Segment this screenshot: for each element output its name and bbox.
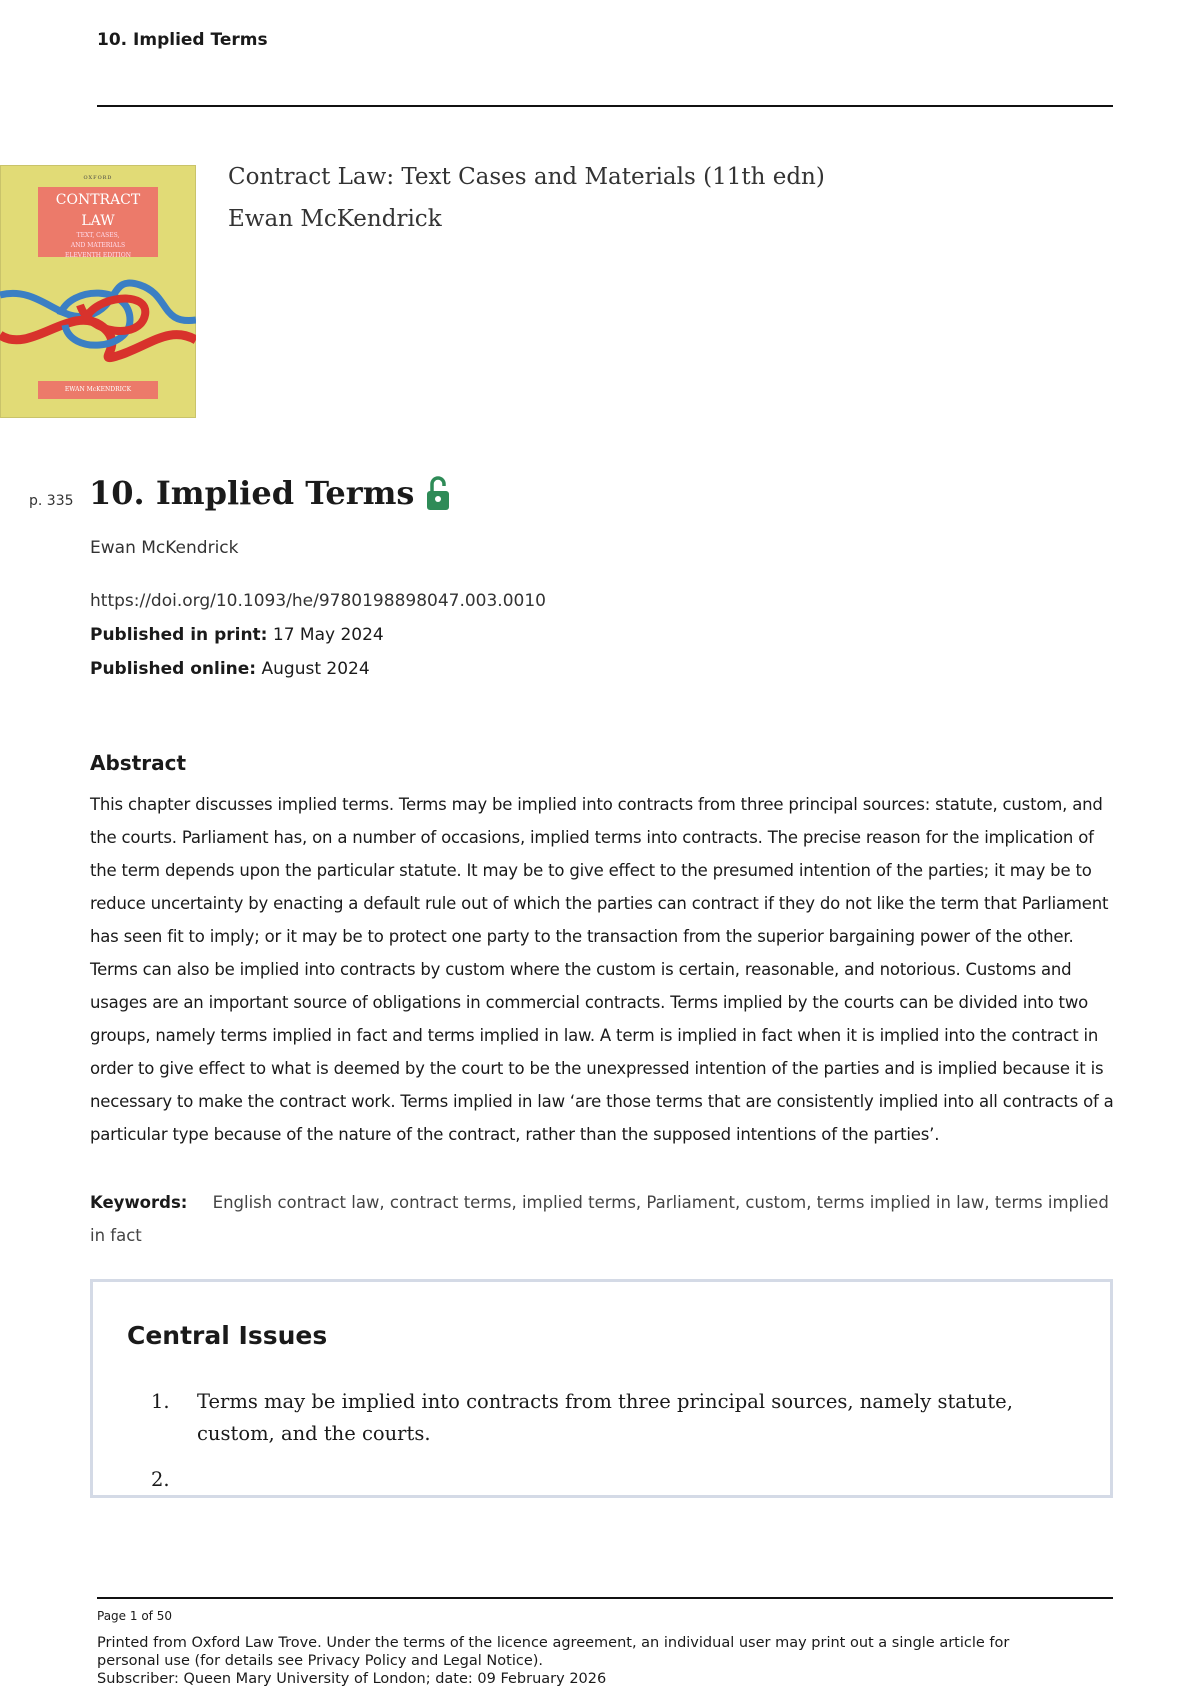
cover-author: EWAN McKENDRICK <box>38 381 158 399</box>
footer-line: personal use (for details see Privacy Policy and Legal Notice). <box>97 1653 544 1669</box>
keywords <box>90 1186 1110 1252</box>
cover-title-line2: LAW <box>81 213 115 229</box>
rope-knot-illustration <box>0 265 196 375</box>
abstract-line: This chapter discusses implied terms. Terms may be implied into contracts from three principal sources: statute, custom, and <box>90 795 1103 814</box>
published-print-label: Published in print: <box>90 625 268 645</box>
abstract-line: usages are an important source of obligations in commercial contracts. Terms implied by the courts can be divided into two <box>90 993 1089 1012</box>
abstract-body <box>90 788 1116 1151</box>
keywords-values: English contract law, contract terms, implied terms, Parliament, custom, terms implied in law, terms implied in fact <box>90 1193 1109 1245</box>
list-item-number: 1. <box>151 1390 170 1413</box>
cover-title-line1: CONTRACT <box>55 192 141 208</box>
abstract-line: the term depends upon the particular statute. It may be to give effect to the presumed intention of the parties; it may be to <box>90 861 1092 880</box>
central-issues-heading: Central Issues <box>127 1321 328 1350</box>
cover-title-box <box>38 187 158 257</box>
cover-edition: ELEVENTH EDITION <box>65 252 131 259</box>
cover-subtitle-line2: AND MATERIALS <box>70 242 126 249</box>
central-issues-box <box>90 1279 1113 1498</box>
abstract-line: particular type because of the nature of the contract, rather than the supposed intentions of the parties’. <box>90 1125 940 1144</box>
footer-notice <box>97 1634 1097 1688</box>
cover-publisher: OXFORD <box>83 175 113 181</box>
chapter-title: 10. Implied Terms <box>89 474 415 512</box>
abstract-line: Terms can also be implied into contracts by custom where the custom is certain, reasonable, and notorious. Customs and <box>90 960 1072 979</box>
abstract-line: groups, namely terms implied in fact and terms implied in law. A term is implied in fact when it is implied into the contract in <box>90 1026 1099 1045</box>
keywords-label: Keywords: <box>90 1193 188 1212</box>
doi-link[interactable]: https://doi.org/10.1093/he/9780198898047.003.0010 <box>90 591 546 611</box>
abstract-heading: Abstract <box>90 751 187 775</box>
published-online-value: August 2024 <box>261 659 370 679</box>
published-in-print <box>90 625 384 645</box>
book-author: Ewan McKendrick <box>228 206 442 232</box>
footer-line: Printed from Oxford Law Trove. Under the terms of the licence agreement, an individual user may print out a single article for <box>97 1635 1010 1651</box>
footer-rule <box>97 1597 1113 1599</box>
running-head: 10. Implied Terms <box>97 30 268 50</box>
chapter-title-row <box>89 474 450 512</box>
abstract-line: reduce uncertainty by enacting a default rule out of which the parties can contract if they do not like the term that Parliament <box>90 894 1109 913</box>
abstract-line: has seen fit to imply; or it may be to protect one party to the transaction from the superior bargaining power of the other. <box>90 927 1074 946</box>
abstract-line: order to give effect to what is deemed by the court to be the unexpressed intention of the parties and is implied because it is <box>90 1059 1104 1078</box>
abstract-line: necessary to make the contract work. Terms implied in law ‘are those terms that are consistently implied into all contracts of a <box>90 1092 1114 1111</box>
chapter-author: Ewan McKendrick <box>90 538 239 558</box>
footer-page-number: Page 1 of 50 <box>97 1609 172 1623</box>
published-online <box>90 659 370 679</box>
footer-line: Subscriber: Queen Mary University of London; date: 09 February 2026 <box>97 1671 607 1687</box>
central-issues-list <box>127 1386 1047 1491</box>
page-marker: p. 335 <box>29 493 74 509</box>
list-item-text: Terms may be implied into contracts from three principal sources, namely statute, custom, and the courts. <box>197 1390 1013 1445</box>
book-cover[interactable] <box>0 165 196 418</box>
book-title[interactable]: Contract Law: Text Cases and Materials (11th edn) <box>228 164 825 190</box>
header-rule <box>97 105 1113 107</box>
published-print-value: 17 May 2024 <box>272 625 384 645</box>
open-lock-icon <box>426 475 450 511</box>
abstract-line: the courts. Parliament has, on a number of occasions, implied terms into contracts. The precise reason for the implication of <box>90 828 1094 847</box>
cover-subtitle-line1: TEXT, CASES, <box>76 232 120 239</box>
list-item-number: 2. <box>151 1468 170 1491</box>
published-online-label: Published online: <box>90 659 257 679</box>
list-item <box>127 1386 1047 1450</box>
